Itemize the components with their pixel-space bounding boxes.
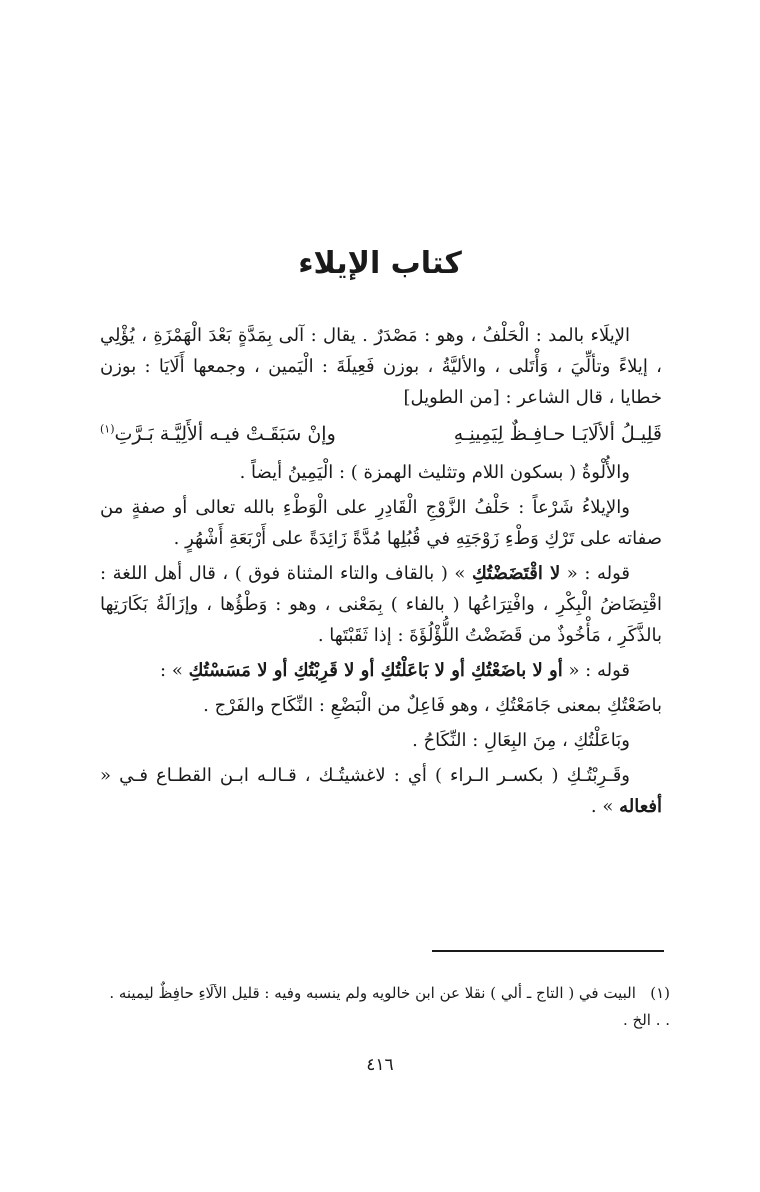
p5-quoted-terms: أو لا باضَعْتُكِ أو لا بَاعَلْتُكِ أو لا قَرِبْتُكِ أو لا مَسَسْتُكِ (188, 660, 563, 681)
verse-second-text: وإنْ سَبَقَـتْ فيـه ألأَلِيَّـة بَـرَّتِ (114, 423, 336, 445)
p4-explanation: » ( بالقاف والتاء المثناة فوق ) ، قال أهل اللغة : اقْتِضَاضُ الْبِكْرِ ، وافْتِرَاعُها ( بالفاء ) بِمَعْنى ، وهو : وَطْؤُها ، وإزَالَةُ بَكَارَتِها بالذَّكَرِ ، مَأْخُوذٌ من قَضَضْتُ اللُّؤْلُؤَةَ : إذا ثَقَبْتَها . (100, 563, 662, 646)
p4-lead: قوله : « (560, 563, 630, 584)
p5-end: » : (160, 660, 189, 681)
paragraph-qaribtuki (100, 760, 662, 822)
footnote-number: (١) (650, 984, 670, 1002)
verse-second-hemistich (100, 417, 336, 451)
page-number: ٤١٦ (366, 1055, 394, 1075)
paragraph-quoted-phrases (100, 655, 662, 686)
paragraph-aluwwa: والأُلْوةُ ( بسكون اللام وتثليث الهمزة ) : الْيَمِينُ أيضاً . (239, 462, 630, 483)
p5-lead: قوله : « (562, 660, 630, 681)
verse-first-hemistich: قَلِيـلُ ألألَايَـا حـافِـظٌ لِيَمِينِـهِ (453, 423, 662, 445)
footnote-marker[interactable]: (١) (100, 422, 115, 436)
p8-end: » . (590, 796, 620, 817)
paragraph-iqtidad (100, 558, 662, 651)
main-text (100, 320, 662, 826)
paragraph-badatuki: باضَعْتُكِ بمعنى جَامَعْتُكِ ، وهو فَاعِلٌ من الْبَضْعِ : النِّكَاح والفَرْج . (203, 695, 662, 716)
footnote-text: البيت في ( التاج ـ ألي ) نقلا عن ابن خالويه ولم ينسبه وفيه : قليل الألَاءِ حافِظٌ ليمينه . . . الخ . (109, 984, 670, 1029)
footnote (100, 980, 670, 1034)
paragraph-baaltuki: وبَاعَلْتُكِ ، مِنَ البِعَالِ : النِّكَاحُ . (412, 730, 630, 751)
footnote-divider (432, 950, 664, 952)
footnote-entry (100, 980, 670, 1034)
paragraph-definition: الإيلَاء بالمد : الْحَلْفُ ، وهو : مَصْدَرٌ . يقال : آلى بِمَدَّةٍ بَعْدَ الْهَمْزَةِ ، يُؤْلِي ، إيلاءً وتألِّيَ ، وَأْتَلى ، والأليَّةُ ، بوزن فَعِيلَةَ : الْيَمين ، وجمعها أَلَايَا : بوزن خطايا ، قال الشاعر : [من الطويل] (100, 325, 662, 408)
chapter-title: كتاب الإيلاء (298, 246, 462, 281)
p4-quoted-term: لا اقْتَضَضْتُكِ (471, 563, 561, 584)
poetry-verse (100, 417, 662, 451)
p8-book-name: أفعاله (619, 796, 662, 817)
paragraph-sharia-definition: والإيلاءُ شَرْعاً : حَلْفُ الزَّوْجِ الْقَادِرِ على الْوَطْءِ بالله تعالى أو صفةٍ من صفاته على تَرْكِ وَطْءِ زَوْجَتِهِ في قُبُلِها مُدَّةً زَائِدَةً على أَرْبَعَةِ أَشْهُرٍ . (100, 497, 662, 549)
p8-main: وقَـرِبْتُـكِ ( بكسـر الـراء ) أي : لاغشيتُـك ، قـالـه ابـن القطـاع فـي « (100, 765, 630, 786)
